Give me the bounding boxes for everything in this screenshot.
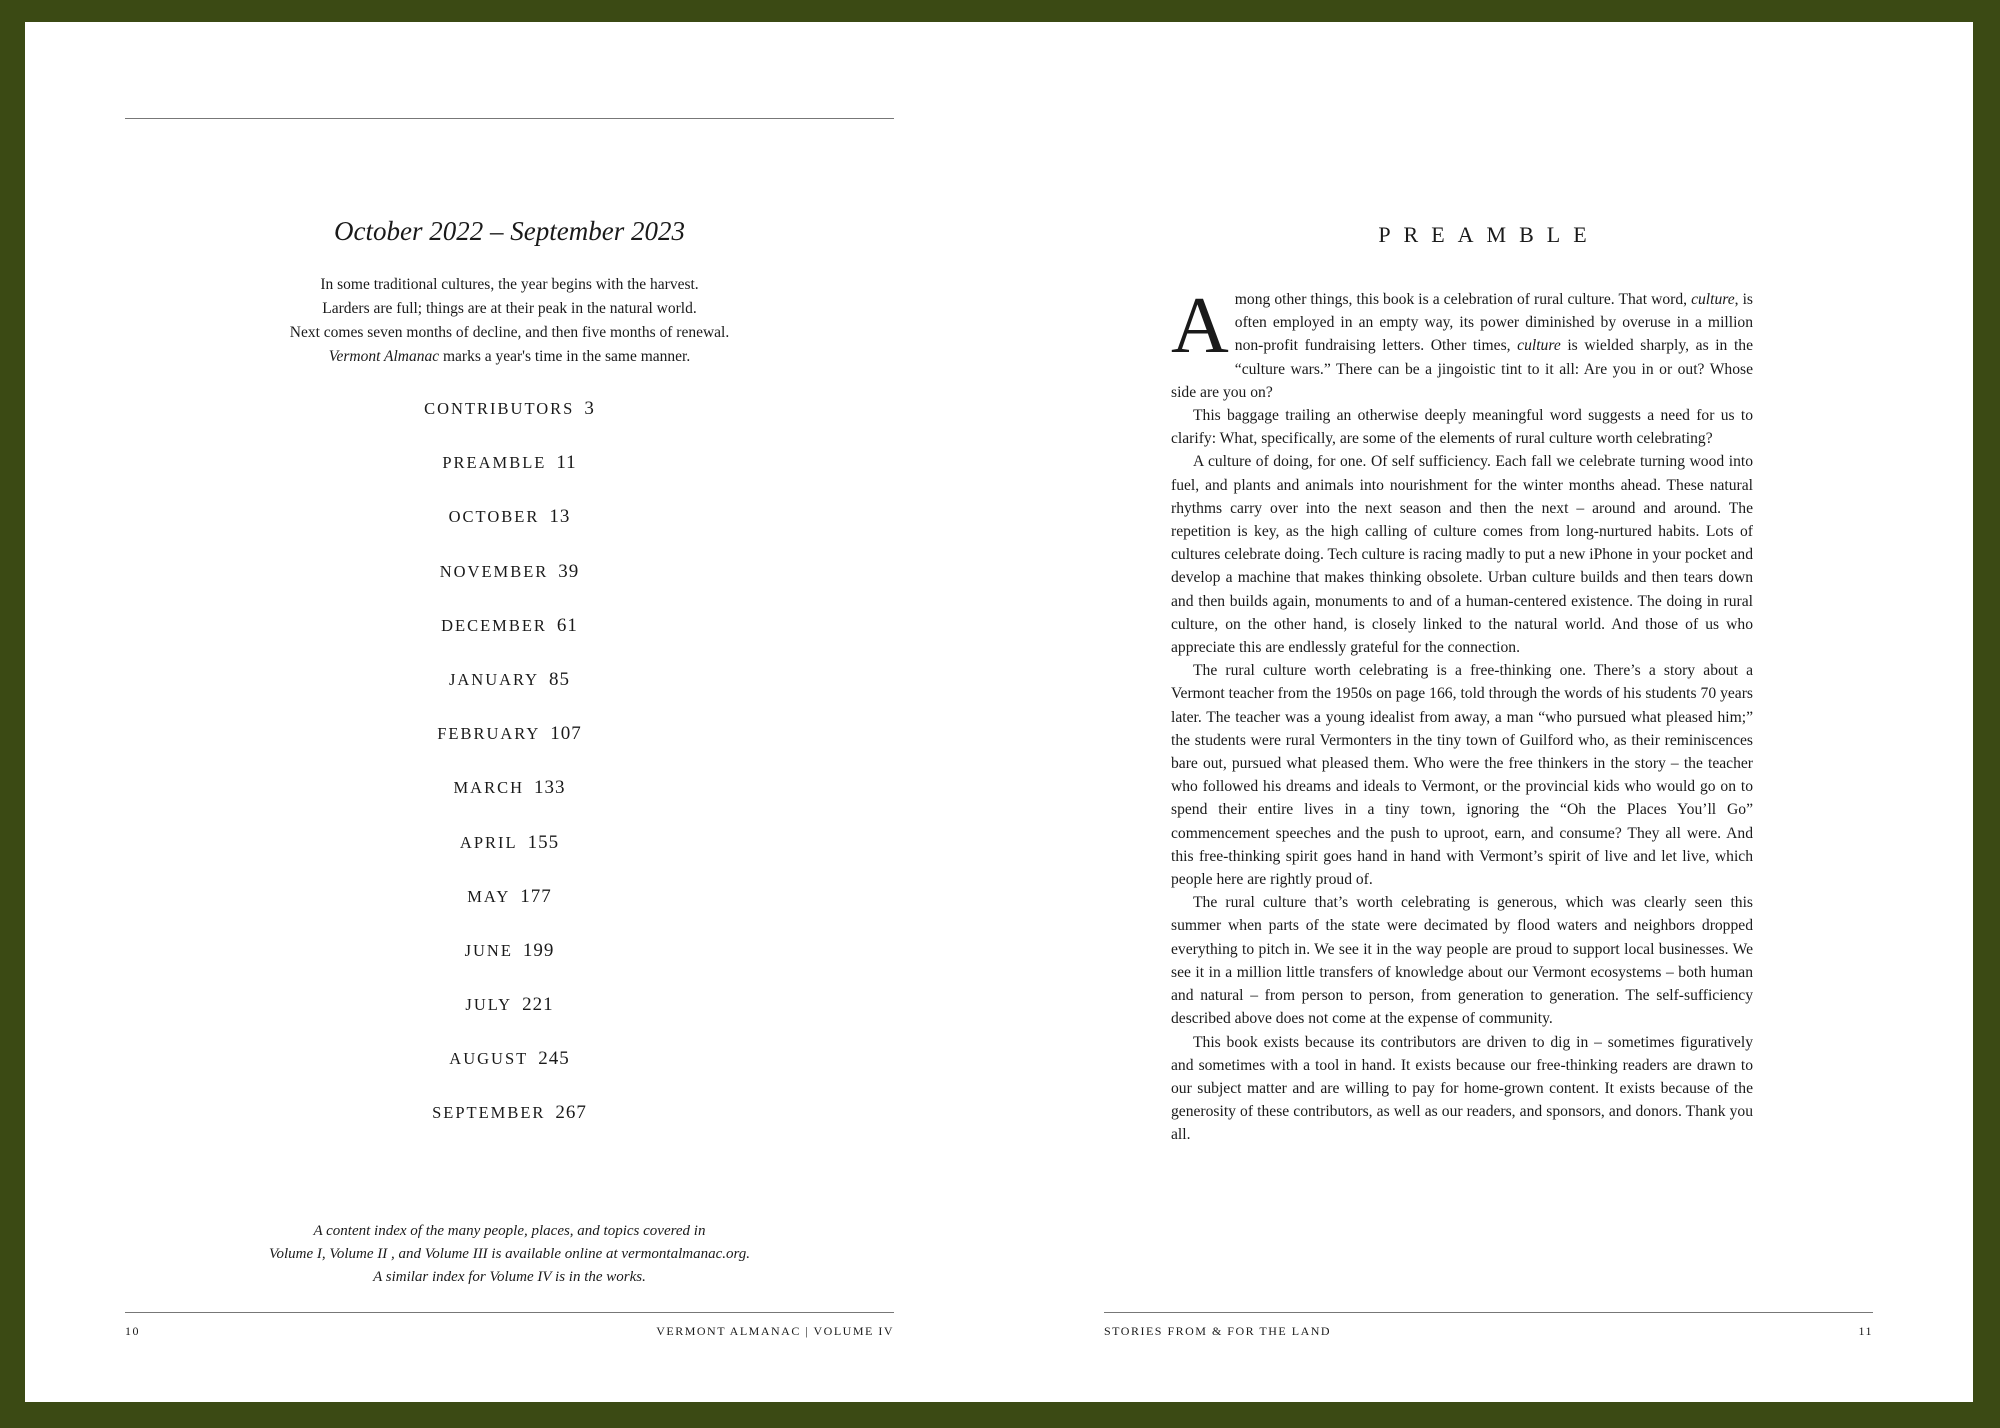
toc-label: MARCH [453, 778, 524, 798]
footer-rule [1104, 1312, 1873, 1313]
paragraph: The rural culture worth celebrating is a free-thinking one. There’s a story about a Vermont teacher from the 1950s on page 166, told through the words of his students 70 years later. The teacher was a young idealist from away, a man “who pursued what pleased him;” the students were rural Vermonters in the tiny town of Guilford who, as their reminiscences bare out, pursued what pleased them. Who were the free thinkers in the story – the teacher who followed his dreams and ideals to Vermont, or the provincial kids who would go on to spend their entire lives in a tiny town, ignoring the “Oh the Places You’ll Go” commencement speeches and the push to uproot, earn, and consume? They all were. And this free-thinking spirit goes hand in hand with Vermont’s spirit of live and let live, which people here are rightly proud of. [1171, 662, 1753, 889]
index-note-line: A content index of the many people, places, and topics covered in [313, 1223, 706, 1239]
intro-book-title: Vermont Almanac [328, 348, 440, 365]
text-run: mong other things, this book is a celebration of rural culture. That word, [1234, 291, 1692, 308]
toc-entry-february[interactable] [125, 719, 894, 773]
preamble-body [1171, 282, 1753, 1147]
italic-word: culture [1517, 337, 1561, 355]
toc-page-number: 11 [556, 452, 577, 474]
toc-page-number: 13 [549, 506, 571, 528]
season-title: October 2022 – September 2023 [334, 216, 685, 246]
left-page [25, 22, 999, 1402]
toc-label: CONTRIBUTORS [424, 399, 575, 418]
toc-label: DECEMBER [441, 615, 547, 635]
page-number: 11 [1858, 1324, 1873, 1338]
index-note [125, 1220, 894, 1289]
toc-entry-december[interactable] [125, 611, 894, 665]
right-page [999, 22, 1973, 1402]
toc-entry-may[interactable] [125, 882, 894, 936]
toc-label: FEBRUARY [437, 724, 541, 744]
toc-label: PREAMBLE [442, 453, 547, 473]
toc-label: APRIL [459, 832, 518, 852]
toc-label: OCTOBER [448, 507, 540, 527]
toc-page-number: 39 [558, 560, 580, 582]
page-number: 10 [125, 1324, 140, 1338]
index-note-line: A similar index for Volume IV is in the works. [373, 1269, 646, 1285]
top-rule [125, 118, 894, 119]
intro-line: Next comes seven months of decline, and then five months of renewal. [289, 324, 730, 341]
toc-page-number: 245 [538, 1048, 570, 1070]
toc-page-number: 61 [556, 614, 578, 636]
toc-page-number: 3 [584, 398, 595, 419]
toc-page-number: 133 [534, 777, 566, 799]
text-run: is wielded sharply, as in the “culture wars.” There can be a jingoistic tint to it all: Are you in or out? Whose side are you on? [1171, 337, 1753, 401]
toc-entry-october[interactable] [125, 502, 894, 556]
intro-paragraph [125, 273, 894, 369]
intro-line [125, 345, 894, 369]
chapter-title: PREAMBLE [1378, 222, 1600, 247]
paragraph [1171, 282, 1753, 404]
paragraph: The rural culture that’s worth celebrating is generous, which was clearly seen this summer when parts of the state were decimated by flood waters and neighbors dropped everything to pitch in. We see it in the way people are proud to support local businesses. We see it in a million little transfers of knowledge about our Vermont ecosystems – both human and natural – from person to person, from generation to generation. The self-sufficiency described above does not come at the expense of community. [1171, 894, 1753, 1028]
toc-label: JUNE [464, 940, 513, 960]
toc-entry-july[interactable] [125, 990, 894, 1044]
running-footer: VERMONT ALMANAC | VOLUME IV [656, 1324, 894, 1338]
toc-entry-april[interactable] [125, 828, 894, 882]
toc-page-number: 177 [520, 885, 552, 907]
toc-entry-june[interactable] [125, 936, 894, 990]
table-of-contents [125, 394, 894, 1153]
toc-label: JULY [465, 995, 513, 1015]
toc-label: NOVEMBER [439, 561, 549, 581]
toc-entry-march[interactable] [125, 773, 894, 827]
intro-line-rest: marks a year's time in the same manner. [439, 348, 691, 365]
index-note-line: Volume I, Volume II , and Volume III is available online at vermontalmanac.org. [268, 1246, 751, 1262]
toc-page-number: 155 [527, 831, 560, 853]
toc-entry-contributors[interactable] [125, 394, 894, 448]
italic-word: culture [1691, 291, 1735, 308]
paragraph: A culture of doing, for one. Of self sufficiency. Each fall we celebrate turning wood into fuel, and plants and animals into nourishment for the winter months ahead. These natural rhythms carry over into the next season and then the next – around and around. The repetition is key, as the high calling of culture comes from long-nurtured habits. Lots of cultures celebrate doing. Tech culture is racing madly to put a new iPhone in your pocket and develop a machine that makes thinking obsolete. Urban culture builds and then tears down and then builds again, monuments to and of a human-centered existence. The doing in rural culture, on the other hand, is closely linked to the natural world. And those of us who appreciate this are endlessly grateful for the connection. [1171, 453, 1753, 657]
toc-page-number: 221 [522, 994, 554, 1016]
toc-entry-november[interactable] [125, 557, 894, 611]
intro-line: Larders are full; things are at their peak in the natural world. [322, 300, 697, 317]
toc-entry-preamble[interactable] [125, 448, 894, 502]
book-spread [25, 22, 1973, 1402]
toc-page-number: 267 [555, 1102, 587, 1124]
intro-line: In some traditional cultures, the year begins with the harvest. [320, 276, 699, 293]
footer-rule [125, 1312, 894, 1313]
text-run: , is often employed in an empty way, its power diminished by overuse in a million non-profit fundraising letters. Other times, [1234, 291, 1753, 355]
running-footer: STORIES FROM & FOR THE LAND [1104, 1324, 1332, 1338]
toc-entry-january[interactable] [125, 665, 894, 719]
toc-entry-august[interactable] [125, 1044, 894, 1098]
toc-page-number: 199 [522, 939, 555, 961]
toc-label: AUGUST [449, 1049, 529, 1069]
toc-page-number: 107 [550, 723, 582, 745]
paragraph: This baggage trailing an otherwise deeply meaningful word suggests a need for us to clarify: What, specifically, are some of the elements of rural culture worth celebrating? [1171, 407, 1753, 448]
drop-cap: A [1171, 282, 1229, 370]
toc-label: JANUARY [448, 669, 540, 689]
toc-page-number: 85 [549, 668, 571, 690]
toc-label: SEPTEMBER [432, 1103, 546, 1123]
toc-entry-september[interactable] [125, 1098, 894, 1152]
toc-label: MAY [467, 886, 511, 906]
paragraph: This book exists because its contributors are driven to dig in – sometimes figuratively and sometimes with a tool in hand. It exists because our free-thinking readers are drawn to our subject matter and are willing to pay for home-grown content. It exists because of the generosity of these contributors, as well as our readers, and sponsors, and donors. Thank you all. [1171, 1033, 1753, 1144]
